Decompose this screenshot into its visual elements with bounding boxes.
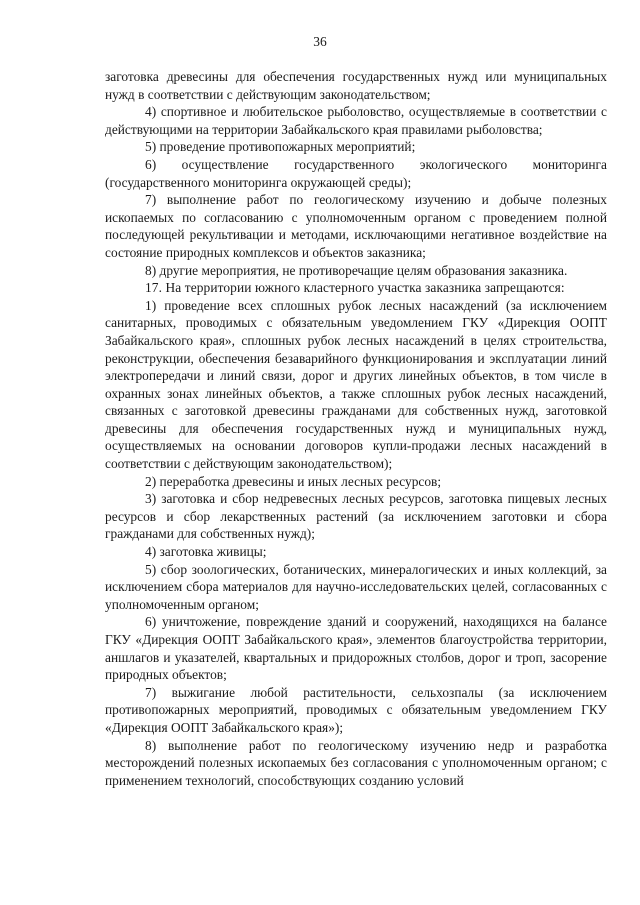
section-17-heading: 17. На территории южного кластерного участка заказника запрещаются: (145, 280, 565, 296)
body-text (105, 68, 607, 789)
list-item-8: 8) другие мероприятия, не противоречащие целям образования заказника. (145, 262, 568, 278)
prohibition-item-6: 6) уничтожение, повреждение зданий и сооружений, находящихся на балансе ГКУ «Дирекция ООПТ Забайкальского края», элементов благоустройства территории, аншлагов и указателей, квартальных и придорожных столбов, дорог и троп, засорение природных объектов; (105, 614, 607, 683)
prohibition-item-7: 7) выжигание любой растительности, сельхозпалы (за исключением противопожарных мероприятий, проводимых с обязательным уведомлением ГКУ «Дирекция ООПТ Забайкальского края»); (105, 684, 607, 735)
prohibition-item-1: 1) проведение всех сплошных рубок лесных насаждений (за исключением санитарных, проводимых с обязательным уведомлением ГКУ «Дирекция ООПТ Забайкальского края», сплошных рубок лесных насаждений в целях строительства, реконструкции, обеспечения безаварийного функционирования и эксплуатации линий электропередачи и линий связи, дорог и других линейных объектов, в том числе в охранных зонах линейных объектов, а также сплошных рубок лесных насаждений, связанных с заготовкой древесины гражданами для собственных нужд, заготовкой древесины для обеспечения государственных нужд и муниципальных нужд, осуществляемых на основании договоров купли-продажи лесных насаждений в соответствии с действующим законодательством); (105, 297, 607, 472)
prohibition-item-2: 2) переработка древесины и иных лесных ресурсов; (145, 473, 442, 489)
prohibition-item-3: 3) заготовка и сбор недревесных лесных ресурсов, заготовка пищевых лесных ресурсов и сбор лекарственных растений (за исключением заготовки и сбора гражданами для собственных нужд); (105, 491, 607, 542)
list-item-7: 7) выполнение работ по геологическому изучению и добыче полезных ископаемых по согласованию с уполномоченным органом с проведением полной последующей рекультивации и методами, исключающими негативное воздействие на состояние природных комплексов и объектов заказника; (105, 192, 607, 260)
list-item-6: 6) осуществление государственного экологического мониторинга (государственного мониторинга окружающей среды); (105, 156, 607, 190)
list-item-5: 5) проведение противопожарных мероприятий; (145, 139, 416, 155)
paragraph: заготовка древесины для обеспечения государственных нужд или муниципальных нужд в соответствии с действующим законодательством; (105, 69, 607, 102)
page-number: 36 (313, 34, 327, 49)
list-item-4: 4) спортивное и любительское рыболовство, осуществляемые в соответствии с действующими на территории Забайкальского края правилами рыболовства; (105, 104, 607, 137)
prohibition-item-5: 5) сбор зоологических, ботанических, минералогических и иных коллекций, за исключением сбора материалов для научно-исследовательских целей, согласованных с уполномоченным органом; (105, 561, 607, 612)
prohibition-item-8: 8) выполнение работ по геологическому изучению недр и разработка месторождений полезных ископаемых без согласования с уполномоченным органом; с применением технологий, способствующих созданию условий (105, 737, 607, 788)
prohibition-item-4: 4) заготовка живицы; (145, 544, 267, 560)
